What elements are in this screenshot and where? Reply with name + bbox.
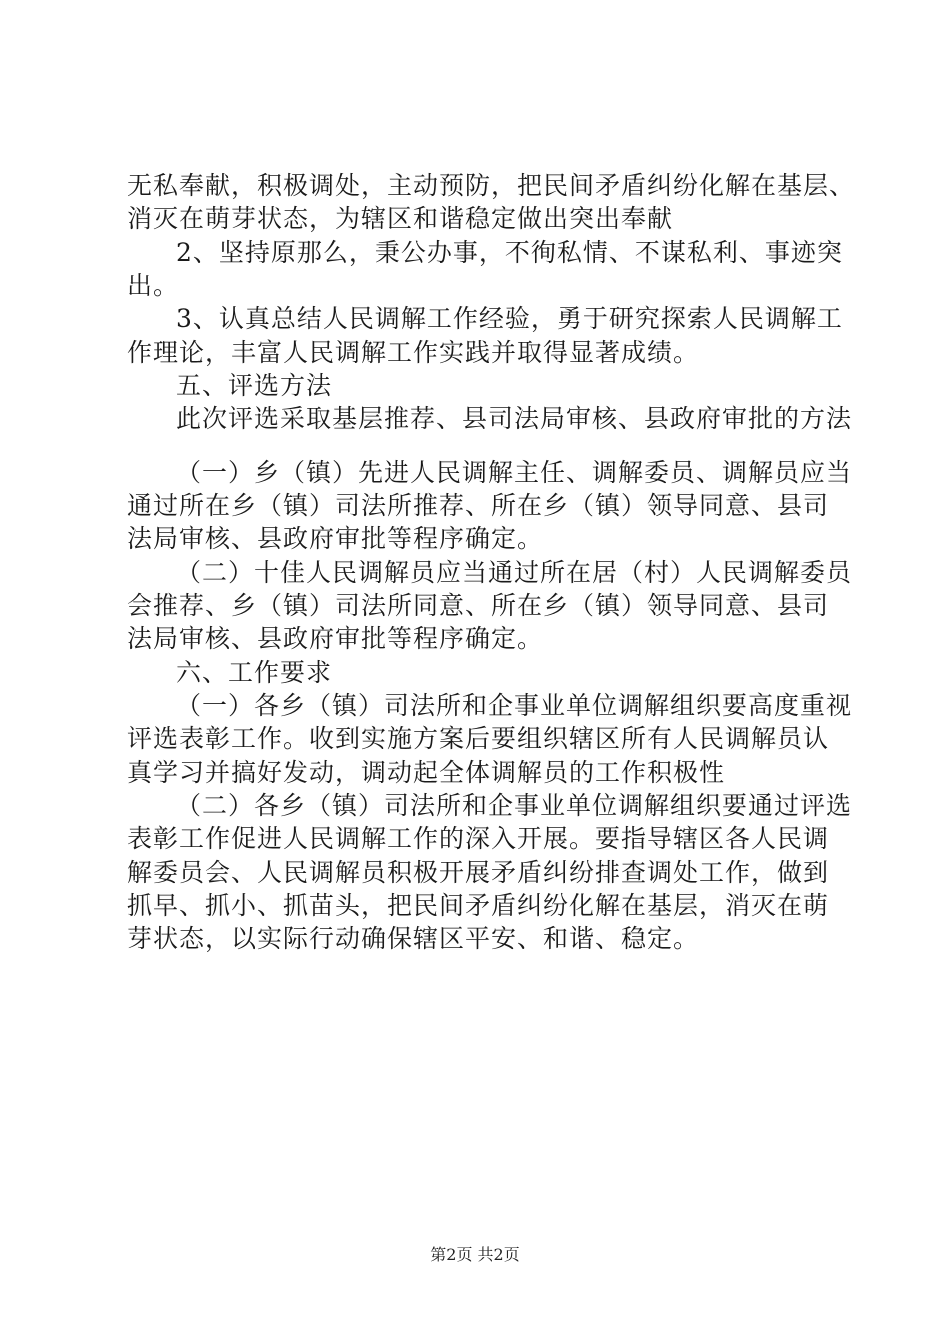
text-line: （一）乡（镇）先进人民调解主任、调解委员、调解员应当: [176, 458, 853, 487]
text-line: 法局审核、县政府审批等程序确定。: [127, 624, 544, 653]
text-line: 真学习并搞好发动，调动起全体调解员的工作积极性: [127, 758, 726, 787]
text-line: 通过所在乡（镇）司法所推荐、所在乡（镇）领导同意、县司: [127, 491, 830, 520]
text-line: 3、认真总结人民调解工作经验，勇于研究探索人民调解工: [176, 304, 843, 333]
text-line: 抓早、抓小、抓苗头，把民间矛盾纠纷化解在基层，消灭在萌: [127, 891, 830, 920]
text-line: 会推荐、乡（镇）司法所同意、所在乡（镇）领导同意、县司: [127, 591, 830, 620]
text-line: （二）十佳人民调解员应当通过所在居（村）人民调解委员: [176, 558, 853, 587]
text-line: 评选表彰工作。收到实施方案后要组织辖区所有人民调解员认: [127, 724, 830, 753]
section-heading: 六、工作要求: [176, 658, 333, 687]
section-heading: 五、评选方法: [176, 371, 333, 400]
text-line: 出。: [127, 271, 180, 300]
text-line: 解委员会、人民调解员积极开展矛盾纠纷排查调处工作，做到: [127, 858, 830, 887]
text-line: 2、坚持原那么，秉公办事，不徇私情、不谋私利、事迹突: [176, 238, 843, 267]
text-line: 法局审核、县政府审批等程序确定。: [127, 524, 544, 553]
text-line: 无私奉献，积极调处，主动预防，把民间矛盾纠纷化解在基层、: [127, 171, 856, 200]
text-line: 表彰工作促进人民调解工作的深入开展。要指导辖区各人民调: [127, 824, 830, 853]
text-line: 作理论，丰富人民调解工作实践并取得显著成绩。: [127, 338, 700, 367]
page-footer: 第2页 共2页: [430, 1245, 520, 1264]
text-line: （一）各乡（镇）司法所和企事业单位调解组织要高度重视: [176, 691, 853, 720]
text-line: 此次评选采取基层推荐、县司法局审核、县政府审批的方法: [176, 404, 853, 433]
text-line: （二）各乡（镇）司法所和企事业单位调解组织要通过评选: [176, 791, 853, 820]
text-line: 消灭在萌芽状态，为辖区和谐稳定做出突出奉献: [127, 204, 674, 233]
text-line: 芽状态，以实际行动确保辖区平安、和谐、稳定。: [127, 924, 700, 953]
